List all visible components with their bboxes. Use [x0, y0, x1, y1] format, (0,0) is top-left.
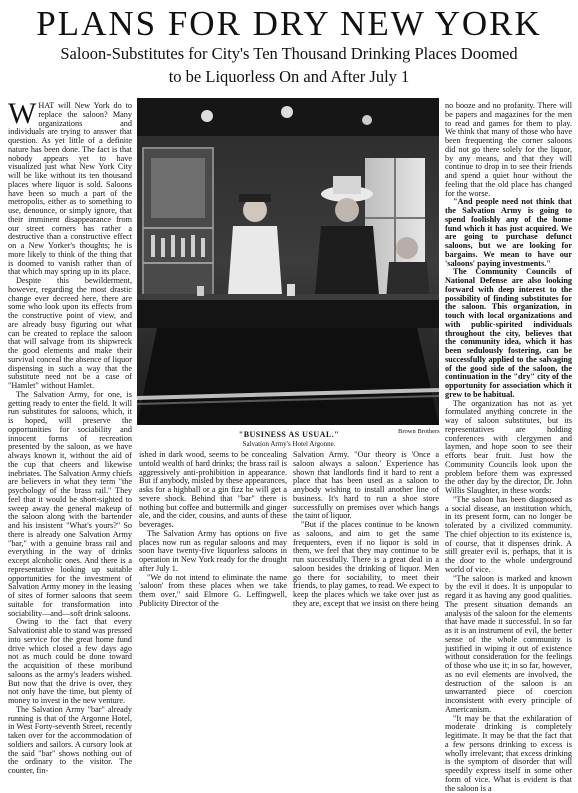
article-paragraph: no booze and no profanity. There will be papers and magazines for the men to read and games for them to play. We think that many of those who have been frequenting the corner saloons did not go there solely for the liquor, by any means, and that they will continue to drop in to see their friends and spend a quiet hour without the feeling that the old place has changed for the worse.	[445, 102, 572, 198]
article-paragraph: Salvation Army. "Our theory is 'Once a saloon always a saloon.' Experience has shown that landlords find it hard to rent a place that has been used as a saloon to anybody wishing to install another line of business. It's hard to run a shoe store successfully on premises over which hangs the taint of liquor.	[293, 451, 439, 521]
article-paragraph	[445, 198, 572, 268]
article-paragraph: "But if the places continue to be known as saloons, and aim to get the same frequenters, even if no liquor is sold in them, we feel that they may continue to be run successfully. There is a great deal in a saloon besides the drinking of liquor. Men go there for sociability, to meet their friends, to play games, to read. We expect to keep the places which we take over just as they are, except that we insist on there being	[293, 521, 439, 609]
headline: PLANS FOR DRY NEW YORK	[0, 4, 578, 44]
article-paragraph: The Salvation Army, for one, is getting ready to enter the field. It will run substitutes for saloons, which, it is hoped, will preserve the opportunities for sociability and innocent forms of recreation presented by the saloon, as we have always known it, without the aid of the cup that cheers and likewise inebriates. The Salvation Army chiefs are believers in what they term "the psychology of the brass rail." They feel that it would be short-sighted to sweep away the general makeup of the saloon along with the bartender and his insistent "What's yours?" So there is already one Salvation Army "bar," with a genuine brass rail and everything in the way of drinks except alcoholic ones. And there is a representative looking up suitable opportunities for the investment of Salvation Army money in the leasing of sites of former saloons that seem suitable for transformation into sociability—and—soft drink saloons.	[8, 391, 132, 619]
article-paragraph: "It may be that the exhilaration of moderate drinking is completely legitimate. It may be that the fact that a few persons drinking to excess is wholly irrelevant; that excess drinking is the symptom of disorder that will speedily express itself in some other form of vice. What is evident is that the saloon is a	[445, 715, 572, 793]
photo-salvation-army-bar	[137, 98, 439, 425]
article-paragraph: Despite this bewilderment, however, regarding the most drastic change ever decreed here, there are some who look upon its effects from the constructive point of view, and are already busy figuring out what can be created to replace the saloon that will salvage from its shipwreck the good elements and make their survival conceal the absence of liquor dispensing in such a way that the substitute need not be a case of "Hamlet" without Hamlet.	[8, 277, 132, 391]
article-paragraph: The Salvation Army "bar" already running is that of the Argonne Hotel, in West Forty-seventh Street, recently taken over for the accommodation of soldiers and sailors. A cursory look at the said "bar" shows nothing out of the ordinary to the visitor. The counter, fin-	[8, 706, 132, 776]
photo-caption-title: "BUSINESS AS USUAL."	[239, 430, 339, 439]
article-paragraph: Owing to the fact that every Salvationist able to stand was pressed into service for the great home fund drive which closed a few days ago not as much could be done toward the acquisition of these moribund saloons as the army's leaders wished. But now that the drive is over, they not only have the time, but plenty of money to invest in the new venture.	[8, 618, 132, 706]
article-paragraph	[445, 268, 572, 399]
drop-cap: W	[8, 102, 36, 126]
article-paragraph: The organization has not as yet formulated anything concrete in the way of saloon substitutes, but its representatives are holding conferences with clergymen and laymen, and hope soon to see their efforts bear fruit. Just how the Community Councils look upon the problem before them was expressed the other day by the director, Dr. John Willis Slaughter, in these words:	[445, 400, 572, 496]
article-column-2	[139, 451, 287, 700]
article-column-1	[8, 102, 132, 700]
article-column-3	[293, 451, 439, 700]
photo-credit: Brown Brothers	[398, 428, 440, 435]
article-column-4	[445, 102, 572, 700]
article-paragraph: "We do not intend to eliminate the name 'saloon' from these places when we take them over," said Elmore G. Leffingwell, Publicity Director of the	[139, 574, 287, 609]
article-paragraph: "The saloon has been diagnosed as a social disease, an institution which, in its present form, can no longer be tolerated by a civilized community. The chief objection to its existence is, of course, that it dispenses drink. A still greater evil is, perhaps, that it is the door to the whole underground world of vice.	[445, 496, 572, 575]
bold-paragraph: "And people need not think that the Salvation Army is going to spend foolishly any of the home fund which it has just acquired. We are going to purchase defunct saloons, but we are looking for bargains. We mean to have our 'saloons' paying investments."	[445, 197, 572, 267]
bold-paragraph: The Community Councils of National Defense are also looking forward with deep interest to the possibility of finding substitutes for the saloon. This organization, in touch with local organizations and with public-spirited individuals throughout the city, believes that the community idea, which it has been sedulously fostering, can be successfully applied to the salvaging of the good side of the saloon, the continuation in the "dry" city of the opportunity for association which it grew to be habitual.	[445, 267, 572, 399]
deck-line-1: Saloon-Substitutes for City's Ten Thousand Drinking Places Doomed	[0, 44, 578, 64]
article-paragraph: ished in dark wood, seems to be concealing untold wealth of hard drinks; the brass rail is aggressively anti-prohibition in appearance. But if anybody, misled by these appearances, asks for a highball or a gin fizz he will get a severe shock. Behind that "bar" there is nothing but coffee and buttermilk and ginger ale, and the cider, cousins, and aunts of these beverages.	[139, 451, 287, 530]
article-paragraph: The Salvation Army has options on five places now run as regular saloons and may soon have twenty-five liquorless saloons in operation in New York ready for the drought after July 1.	[139, 530, 287, 574]
deck-line-2: to be Liquorless On and After July 1	[0, 67, 578, 87]
article-paragraph: "The saloon is marked and known by the evil it does. It is unpopular to regard it as having any good qualities. The present situation demands an analysis of the saloon for the elements that have made it successful. In so far as it is an instrument of evil, the better sense of the whole community is justified in wiping it out of existence without consideration for the feelings of those who use it; in so far, however, as no evil elements are involved, the destruction of the saloon is an unwarranted piece of coercion inconsistent with every principle of Americanism.	[445, 575, 572, 715]
article-paragraph: HAT will New York do to replace the saloon? Many organizations and individuals are trying to answer that question. As yet little of a definite nature has been done. The fact is that nobody appears yet to have visualized just what New York City will be like without its ten thousand places where liquor is sold. Saloons have been so much a part of the metropolis, either as to something to use, denounce, or simply ignore, that their imminent disappearance from our street corners has rather a destructive than a constructive effect on a New Yorker's thoughts; he is more likely to think of the thing that is doomed to vanish rather than of that which may spring up in its place.	[8, 102, 132, 277]
photo-sub-caption-text: Salvation Army's Hotel Argonne.	[243, 440, 336, 448]
